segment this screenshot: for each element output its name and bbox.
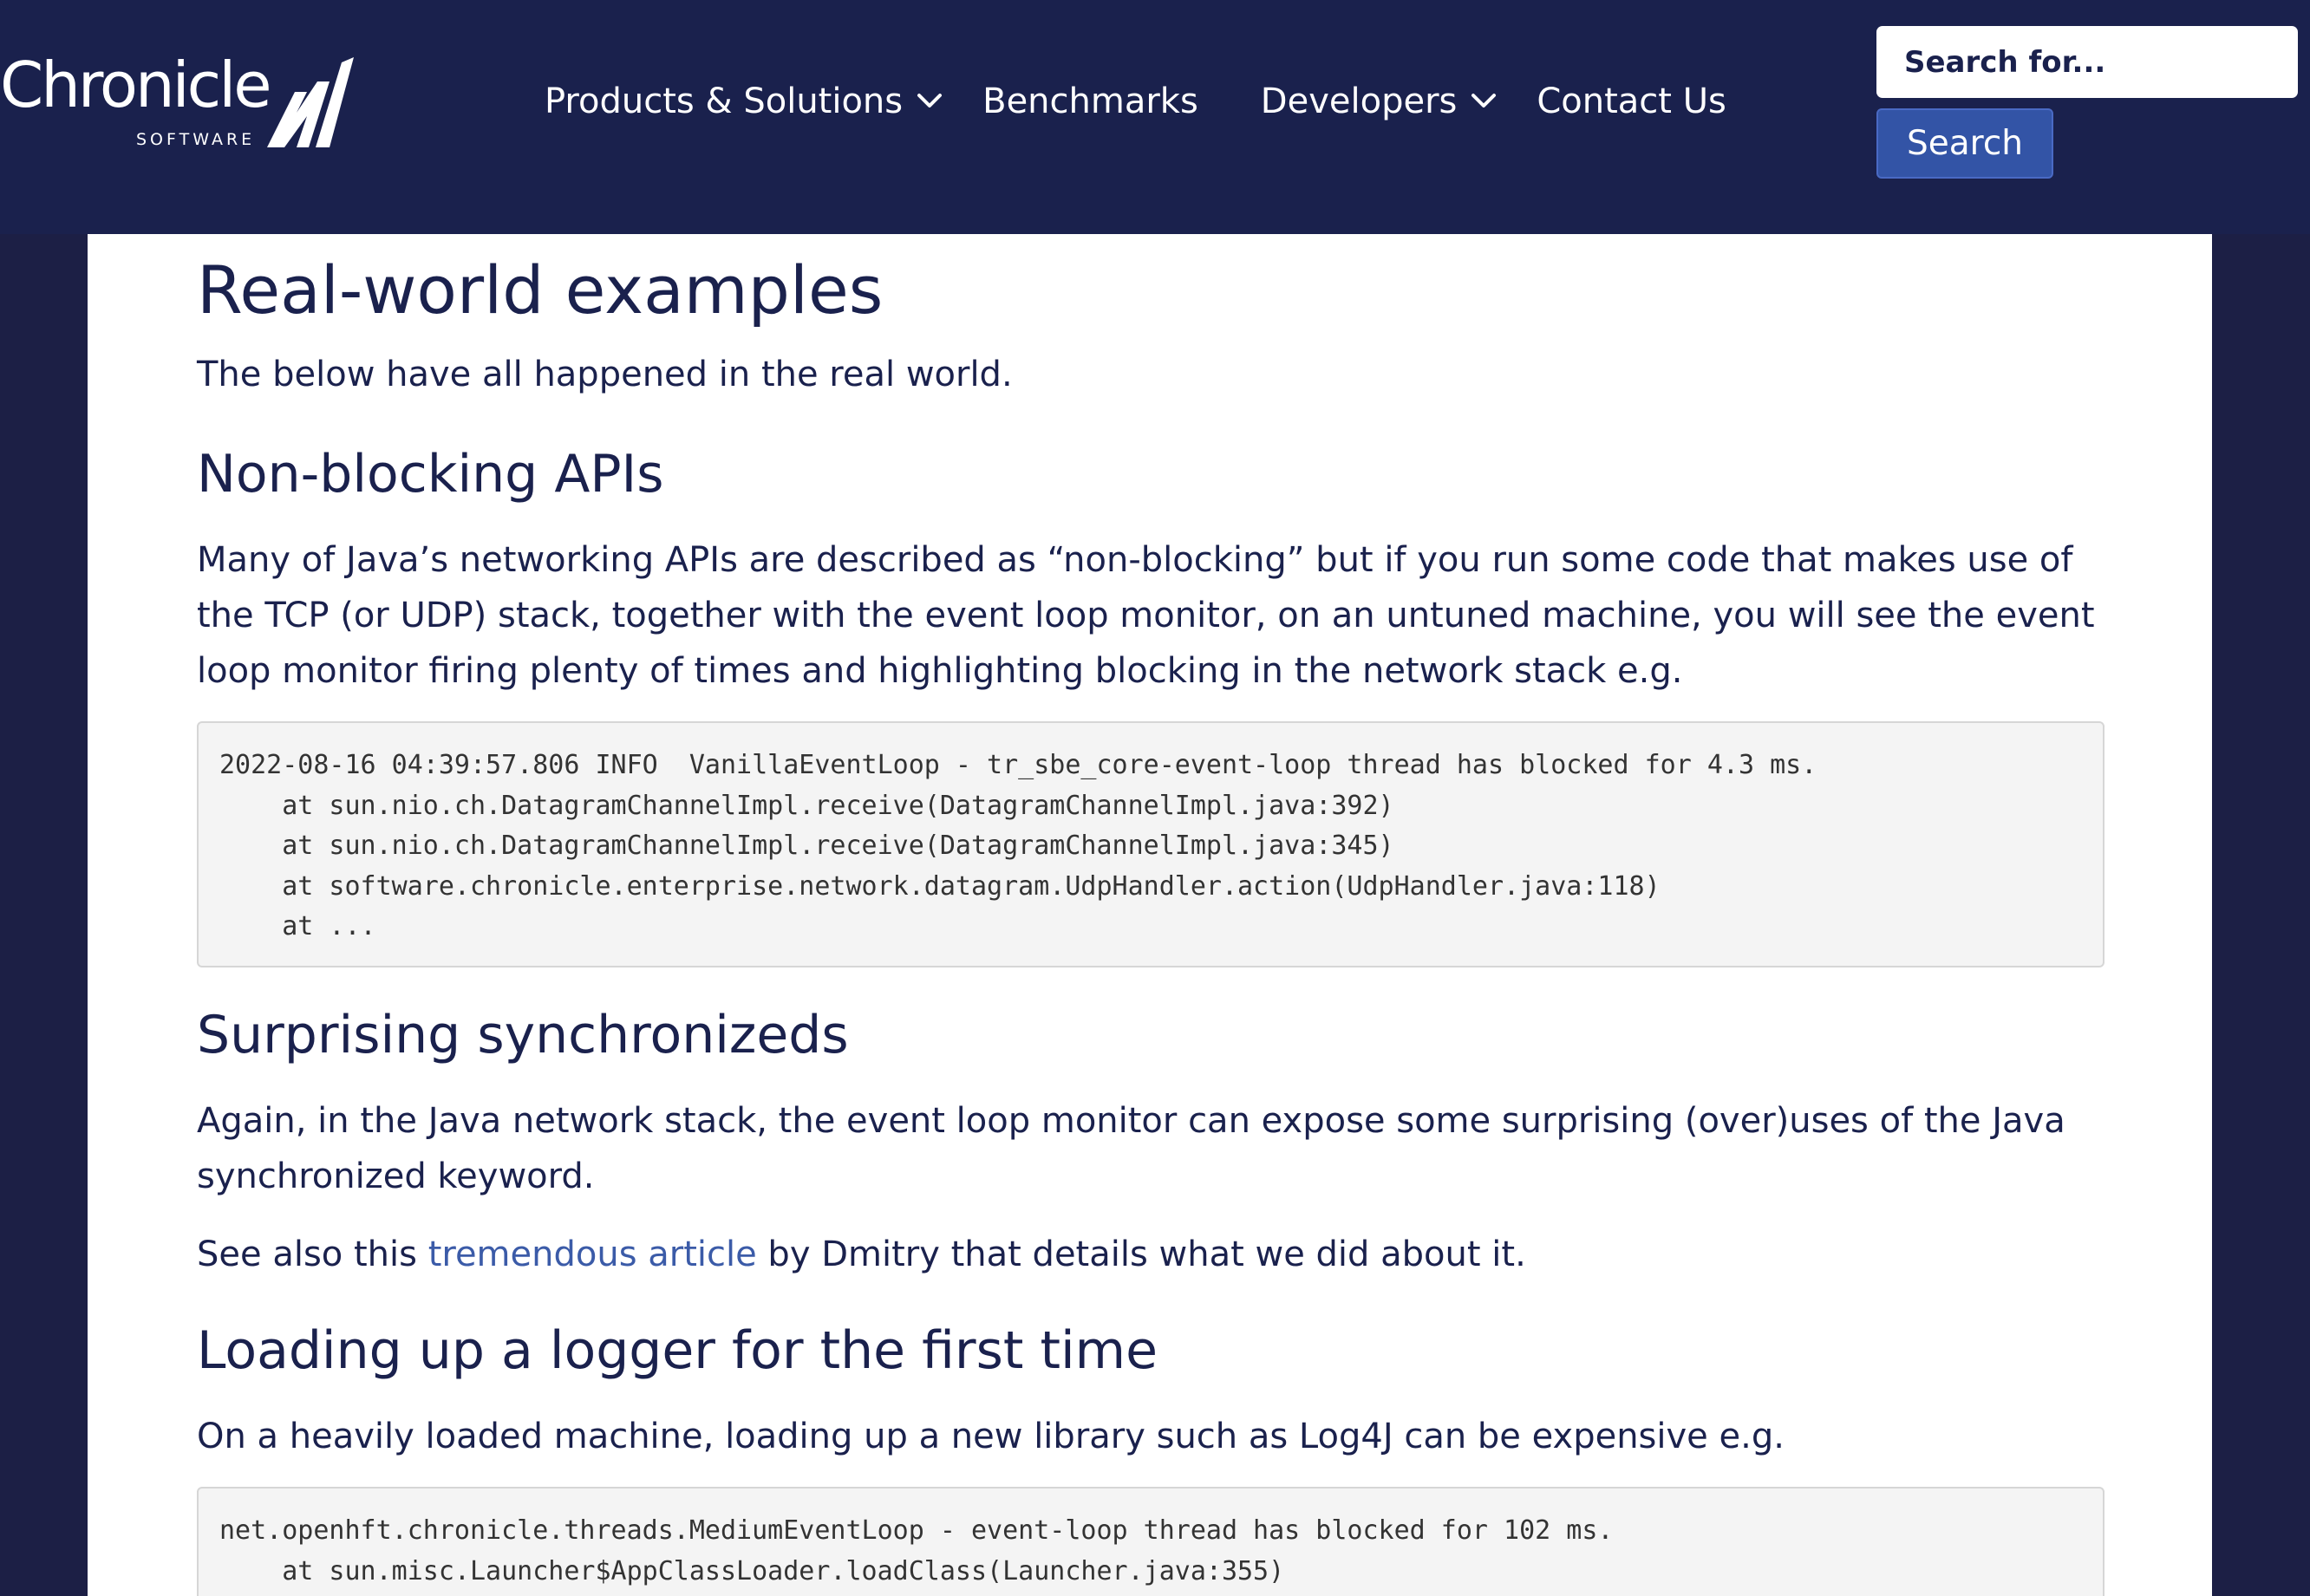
chevron-down-icon [917, 93, 943, 110]
search-button[interactable]: Search [1876, 108, 2053, 179]
chevron-down-icon [1471, 93, 1497, 110]
page-title: Real-world examples [197, 251, 884, 329]
nav-contact-us[interactable] [1537, 81, 1726, 121]
search-input[interactable] [1876, 26, 2298, 98]
nav-benchmarks-label: Benchmarks [982, 81, 1198, 121]
nav-developers-label: Developers [1260, 81, 1458, 121]
chronicle-logo[interactable] [0, 49, 356, 158]
article-content [88, 234, 2212, 1596]
see-also-suffix: by Dmitry that details what we did about it. [756, 1234, 1526, 1274]
main-nav [545, 80, 1726, 123]
tremendous-article-link[interactable]: tremendous article [427, 1234, 757, 1274]
logo-mark-icon [257, 57, 354, 154]
section-heading-logger: Loading up a logger for the first time [197, 1320, 1158, 1381]
site-header [0, 0, 2310, 234]
nav-products-label: Products & Solutions [545, 81, 904, 121]
section-paragraph-synchronizeds: Again, in the Java network stack, the event loop monitor can expose some surprising (over)uses of the Java synchronized keyword. [197, 1101, 2065, 1196]
nav-contact-label: Contact Us [1537, 81, 1726, 121]
code-block-logger: net.openhft.chronicle.threads.MediumEventLoop - event-loop thread has blocked for 102 ms. at sun.misc.Launcher$AppClassLoader.loadClass(Launcher.java:355) [197, 1487, 2104, 1596]
section-paragraph-logger: On a heavily loaded machine, loading up a new library such as Log4J can be expensive e.g. [197, 1417, 1785, 1456]
nav-products-solutions[interactable] [545, 81, 943, 121]
section-heading-non-blocking: Non-blocking APIs [197, 444, 664, 505]
section-heading-synchronizeds: Surprising synchronizeds [197, 1005, 849, 1065]
section-paragraph-non-blocking: Many of Java’s networking APIs are described as “non-blocking” but if you run some code that makes use of the TCP (or UDP) stack, together with the event loop monitor, on an untuned machine, you will see the event loop monitor firing plenty of times and highlighting blocking in the network stack e.g. [197, 540, 2095, 691]
nav-benchmarks[interactable] [982, 81, 1198, 121]
logo-text: Chronicle [0, 49, 270, 121]
see-also-text [197, 1227, 2131, 1282]
intro-text: The below have all happened in the real world. [197, 355, 1013, 394]
logo-subtext: SOFTWARE [136, 130, 256, 149]
nav-developers[interactable] [1261, 81, 1498, 121]
code-block-non-blocking: 2022-08-16 04:39:57.806 INFO VanillaEventLoop - tr_sbe_core-event-loop thread has blocked for 4.3 ms. at sun.nio.ch.DatagramChannelImpl.receive(DatagramChannelImpl.java:392) at sun.nio.ch.DatagramChannelImpl.receive(DatagramChannelImpl.java:345) at software.chronicle.enterprise.network.datagram.UdpHandler.action(UdpHandler.java:118) at ... [197, 721, 2104, 967]
see-also-prefix: See also this [197, 1234, 428, 1274]
